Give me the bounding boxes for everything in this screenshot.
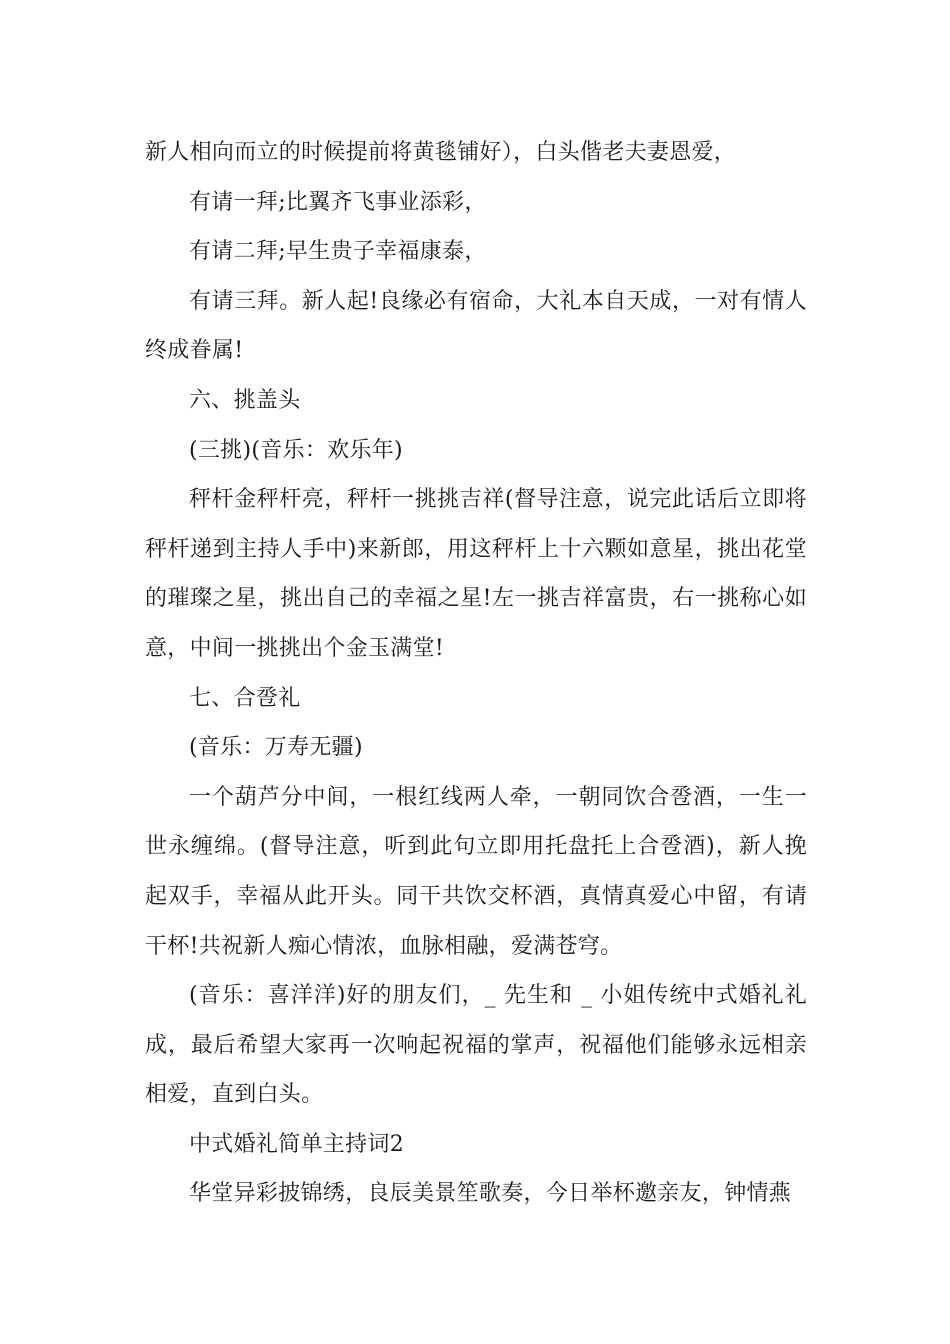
paragraph-continuation: 新人相向而立的时候提前将黄毯铺好），白头偕老夫妻恩爱， [145,140,737,165]
paragraph-second-bow: 有请二拜;早生贵子幸福康泰， [189,239,487,265]
paragraph-third-bow: 有请三拜。新人起!良缘必有宿命，大礼本自天成，一对有情人终成眷属! [145,288,807,364]
section-heading-script-2: 中式婚礼简单主持词2 [189,1131,404,1157]
paragraph-veil-lifting: 秤杆金秤杆亮，秤杆一挑挑吉祥(督导注意，说完此话后立即将秤杆递到主持人手中)来新郎，用这秤杆上十六颗如意星，挑出花堂的璀璨之星，挑出自己的幸福之星!左一挑吉祥富贵，右一挑称心如意，中间一挑挑出个金玉满堂! [145,487,807,661]
paragraph-wine-music: (音乐：万寿无疆) [189,735,363,761]
paragraph-first-bow: 有请一拜;比翼齐飞事业添彩， [189,189,487,215]
document-body [145,128,807,1219]
paragraph-wine-ceremony: 一个葫芦分中间，一根红线两人牵，一朝同饮合卺酒，一生一世永缠绵。(督导注意，听到此句立即用托盘托上合卺酒)，新人挽起双手，幸福从此开头。同干共饮交杯酒，真情真爱心中留，有请干杯!共祝新人痴心情浓，血脉相融，爱满苍穹。 [145,784,807,959]
paragraph-veil-music: (三挑)(音乐：欢乐年) [189,437,403,463]
paragraph-script-2-opening: 华堂异彩披锦绣，良辰美景笙歌奏，今日举杯邀亲友，钟情燕 [189,1181,792,1207]
section-heading-wine: 七、合卺礼 [189,685,301,711]
paragraph-closing: (音乐：喜洋洋)好的朋友们，_ 先生和 _ 小姐传统中式婚礼礼成，最后希望大家再一次响起祝福的掌声，祝福他们能够永远相亲相爱，直到白头。 [145,983,807,1108]
section-heading-veil: 六、挑盖头 [189,387,301,413]
